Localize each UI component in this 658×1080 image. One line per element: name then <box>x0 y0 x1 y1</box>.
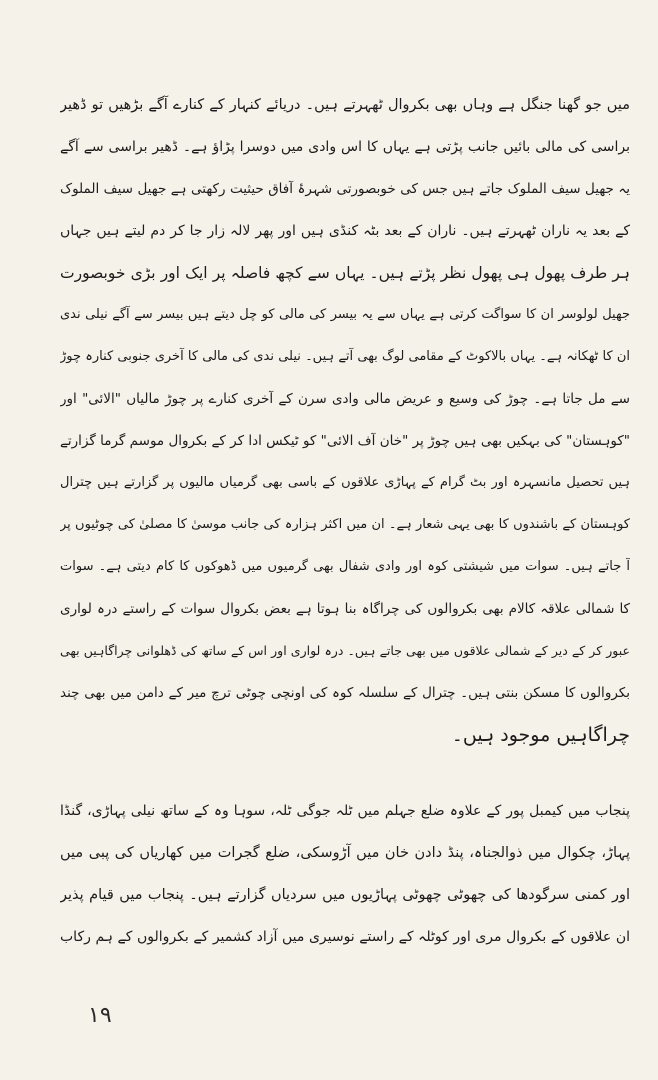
text-line: پنجاب میں کیمبل پور کے علاوہ ضلع جہلم میں ٹلہ جوگی ٹلہ، سوہا وہ کے ساتھ نیلی پہاڑی، گنڈا <box>60 803 630 819</box>
text-line: کوہستان کے باشندوں کا بھی یہی شعار ہے۔ ان میں اکثر ہزارہ کی جانب موسیٰ کا مصلیٰ کی چوٹیوں پر <box>60 517 630 532</box>
paragraph-1 <box>60 84 630 756</box>
text-line: پہاڑ، چکوال میں ذوالجناہ، پنڈ دادن خان میں آڑوسکی، ضلع گجرات میں کھاریاں کی پبی میں <box>60 845 630 861</box>
text-line: کا شمالی علاقہ کالام بھی بکروالوں کی چراگاہ بنا ہوتا ہے بعض بکروال سوات کے راستے درہ لواری <box>60 601 630 617</box>
text-line: ان کا ٹھکانہ ہے۔ یہاں بالاکوٹ کے مقامی لوگ بھی آتے ہیں۔ نیلی ندی کی مالی کا آخری جنوبی کنارہ چوڑ <box>60 349 630 364</box>
text-line: عبور کر کے دیر کے شمالی علاقوں میں بھی جاتے ہیں۔ درہ لواری اور اس کے ساتھ کی ڈھلوانی چراگاہیں بھی <box>60 643 630 658</box>
page-number: ۱۹ <box>88 1003 112 1028</box>
paragraph-2 <box>60 790 630 958</box>
text-line: ہیں تحصیل مانسہرہ اور بٹ گرام کے پہاڑی علاقوں کے باسی بھی گرمیاں مالیوں پر گزارتے ہیں چترال <box>60 475 630 490</box>
text-line: ان علاقوں کے بکروال مری اور کوٹلہ کے راستے نوسیری میں آزاد کشمیر کے بکروالوں کے ہم رکاب <box>60 929 630 945</box>
text-line: جھیل لولوسر ان کا سواگت کرتی ہے یہاں سے یہ بیسر کی مالی کو چل دیتے ہیں بیسر سے آگے نیلی ندی <box>60 307 630 322</box>
text-line: ہر طرف پھول ہی پھول نظر پڑتے ہیں۔ یہاں سے کچھ فاصلہ پر ایک اور بڑی خوبصورت <box>60 264 630 282</box>
text-line: براسی کی مالی بائیں جانب پڑتی ہے یہاں کا اس وادی میں دوسرا پڑاؤ ہے۔ ڈھیر براسی سے آگے <box>60 139 630 155</box>
text-line: اور کمنی سرگودھا کی چھوٹی چھوٹی پہاڑیوں میں سردیاں گزارتے ہیں۔ پنجاب میں قیام پذیر <box>60 887 630 903</box>
text-line: یہ جھیل سیف الملوک جاتے ہیں جس کی خوبصورتی شہرۂ آفاق حیثیت رکھتی ہے جھیل سیف الملوک <box>60 181 630 197</box>
text-line: بکروالوں کا مسکن بنتی ہیں۔ چترال کے سلسلہ کوہ کی اونچی چوٹی ترچ میر کے دامن میں بھی چند <box>60 685 630 701</box>
text-line: چراگاہیں موجود ہیں۔ <box>451 724 630 746</box>
text-line: آ جاتے ہیں۔ سوات میں شیشتی کوہ اور وادی شفال بھی گرمیوں میں ڈھوکوں کا کام دیتی ہے۔ سوات <box>60 559 630 574</box>
text-line: کے بعد یہ ناران ٹھہرتے ہیں۔ ناران کے بعد بٹہ کنڈی ہیں اور پھر لالہ زار جا کر دم لیتے ہیں جہاں <box>60 223 630 239</box>
text-line: "کوہستان" کی بہکیں بھی ہیں چوڑ پر "خان آف الائی" کو ٹیکس ادا کر کے بکروال موسم گرما گزارتے <box>60 433 630 449</box>
text-line: سے مل جاتا ہے۔ چوڑ کی وسیع و عریض مالی وادی سرن کے آخری کنارے پر چوڑ مالیاں "الائی" اور <box>60 391 630 407</box>
text-line: میں جو گھنا جنگل ہے وہاں بھی بکروال ٹھہرتے ہیں۔ دریائے کنہار کے کنارے آگے بڑھیں تو ڈھیر <box>60 97 630 113</box>
